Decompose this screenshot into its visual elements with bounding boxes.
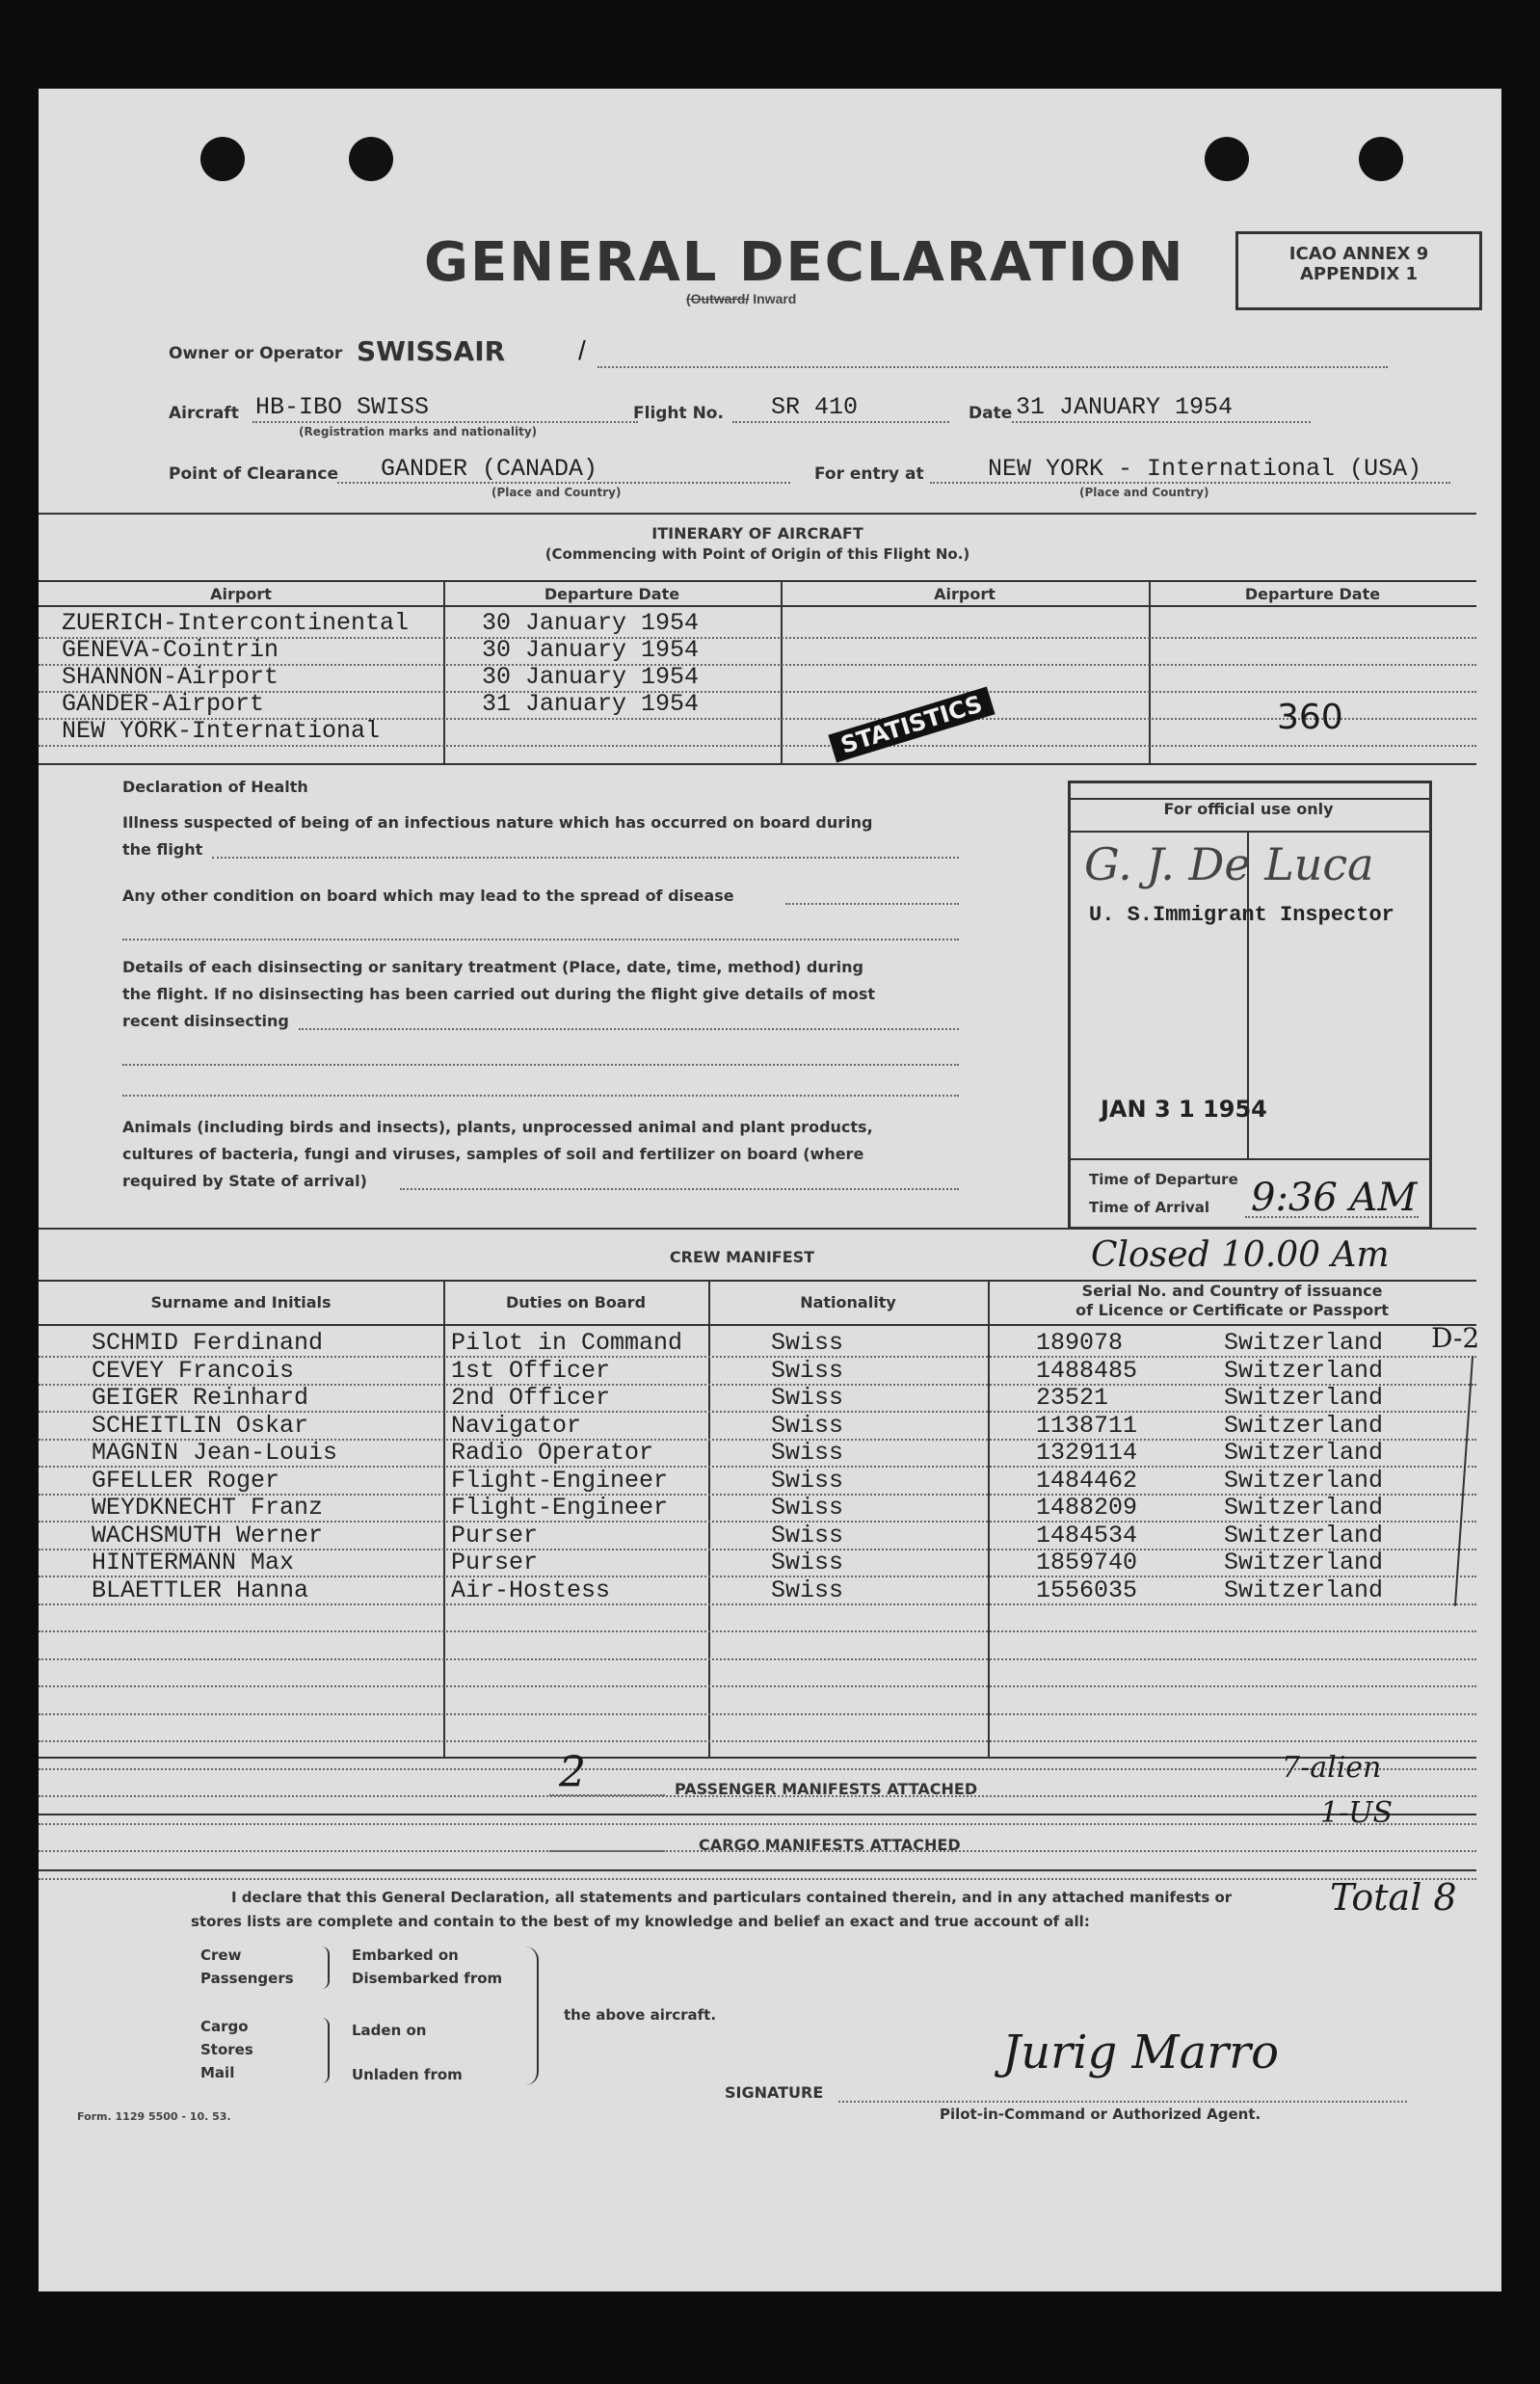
flight-label: Flight No. <box>633 404 724 423</box>
itinerary-header: Airport <box>210 585 272 603</box>
crew-serial: 189078 <box>1036 1329 1124 1357</box>
crew-row-line <box>39 1740 1476 1742</box>
crew-header: of Licence or Certificate or Passport <box>1075 1301 1389 1319</box>
decl-mail: Mail <box>200 2064 235 2081</box>
owner-slash: / <box>578 335 586 365</box>
pilot-label: Pilot-in-Command or Authorized Agent. <box>940 2106 1261 2123</box>
owner-value: SWISSAIR <box>357 335 506 367</box>
icao-appendix: APPENDIX 1 <box>1300 264 1418 284</box>
crew-nationality: Swiss <box>771 1329 844 1357</box>
itinerary-bottom <box>39 763 1476 765</box>
crew-header: Serial No. and Country of issuance <box>1081 1282 1383 1300</box>
crew-nationality: Swiss <box>771 1576 844 1604</box>
health-q4c: required by State of arrival) <box>122 1172 367 1190</box>
crew-header: Duties on Board <box>505 1293 647 1311</box>
statistics-stamp: STATISTICS <box>828 687 995 763</box>
decl-embarked: Embarked on <box>352 1947 459 1964</box>
crew-row-line <box>39 1713 1476 1715</box>
crew-duty: Radio Operator <box>451 1439 654 1467</box>
struck-outward: (Outward/ <box>686 291 750 306</box>
itinerary-row-line <box>39 745 1476 747</box>
aircraft-note: (Registration marks and nationality) <box>299 425 538 438</box>
crew-nationality: Swiss <box>771 1411 844 1440</box>
passenger-line <box>549 1794 665 1796</box>
note-total: Total 8 <box>1330 1876 1457 1919</box>
crew-nationality: Swiss <box>771 1494 844 1522</box>
crew-nationality: Swiss <box>771 1521 844 1550</box>
crew-serial: 23521 <box>1036 1384 1109 1412</box>
crew-duty: 2nd Officer <box>451 1384 611 1412</box>
crew-duty: Purser <box>451 1521 539 1550</box>
decl-crew: Crew <box>200 1947 242 1964</box>
official-bottom-line <box>1068 1158 1429 1160</box>
margin-bracket <box>1454 1356 1474 1606</box>
itinerary-header: Airport <box>934 585 996 603</box>
itinerary-date: 30 January 1954 <box>482 663 700 691</box>
crew-country: Switzerland <box>1224 1521 1384 1550</box>
subtitle <box>686 291 796 306</box>
crew-country: Switzerland <box>1224 1356 1384 1385</box>
pilot-signature: Jurig Marro <box>1002 2026 1279 2079</box>
crew-serial: 1484462 <box>1036 1466 1138 1495</box>
decl-above-aircraft: the above aircraft. <box>564 2006 717 2024</box>
crew-serial: 1488209 <box>1036 1494 1138 1522</box>
punch-hole <box>200 137 245 181</box>
crew-row-line <box>39 1878 1476 1880</box>
itinerary-head-line <box>39 605 1476 607</box>
crew-row-line <box>39 1768 1476 1770</box>
punch-hole <box>1359 137 1403 181</box>
health-title: Declaration of Health <box>122 778 308 796</box>
crew-serial: 1859740 <box>1036 1549 1138 1576</box>
form-number: Form. 1129 5500 - 10. 53. <box>77 2110 231 2123</box>
crew-serial: 1138711 <box>1036 1411 1138 1440</box>
crew-duty: Navigator <box>451 1411 582 1440</box>
itinerary-airport: NEW YORK-International <box>62 717 381 745</box>
crew-name: SCHMID Ferdinand <box>92 1329 324 1357</box>
passenger-manifest-count: 2 <box>559 1748 586 1797</box>
cargo-line <box>549 1850 665 1852</box>
health-q3c: recent disinsecting <box>122 1012 289 1030</box>
crew-serial: 1556035 <box>1036 1576 1138 1604</box>
date-value: 31 JANUARY 1954 <box>1016 393 1234 421</box>
handwritten-360: 360 <box>1277 698 1343 737</box>
punch-hole <box>1205 137 1249 181</box>
closed-note: Closed 10.00 Am <box>1091 1235 1390 1275</box>
itinerary-airport: SHANNON-Airport <box>62 663 279 691</box>
crew-name: HINTERMANN Max <box>92 1549 295 1576</box>
itinerary-header: Departure Date <box>1244 585 1381 603</box>
health-line <box>785 903 959 905</box>
itinerary-subtitle: (Commencing with Point of Origin of this Flight No.) <box>544 545 970 563</box>
signature-label: SIGNATURE <box>725 2083 824 2102</box>
aircraft-value: HB-IBO SWISS <box>255 393 430 421</box>
icao-annex: ICAO ANNEX 9 <box>1288 244 1429 264</box>
arrival-time: 9:36 AM <box>1251 1176 1418 1220</box>
departure-label: Time of Departure <box>1089 1171 1238 1188</box>
crew-title: CREW MANIFEST <box>669 1248 815 1266</box>
note-us: 1-US <box>1320 1796 1394 1830</box>
clearance-value: GANDER (CANADA) <box>381 455 598 483</box>
crew-name: GEIGER Reinhard <box>92 1384 309 1412</box>
itinerary-header: Departure Date <box>544 585 680 603</box>
divider <box>39 1814 1476 1815</box>
inspector-signature: G. J. De Luca <box>1084 838 1374 890</box>
crew-country: Switzerland <box>1224 1549 1384 1576</box>
crew-name: GFELLER Roger <box>92 1466 280 1495</box>
crew-head-line <box>39 1324 1476 1326</box>
note-alien: 7-alien <box>1282 1751 1382 1785</box>
health-line <box>299 1028 959 1030</box>
crew-country: Switzerland <box>1224 1329 1384 1357</box>
health-q1a: Illness suspected of being of an infectious nature which has occurred on board during <box>122 813 873 832</box>
entry-label: For entry at <box>814 464 924 484</box>
flight-value: SR 410 <box>771 393 859 421</box>
crew-country: Switzerland <box>1224 1466 1384 1495</box>
cargo-label: CARGO MANIFESTS ATTACHED <box>699 1836 961 1854</box>
crew-duty: Flight-Engineer <box>451 1466 669 1495</box>
declaration-text1: I declare that this General Declaration, all statements and particulars contained therein, and in any attached manifests or <box>231 1889 1233 1906</box>
health-line <box>400 1188 959 1190</box>
owner-label: Owner or Operator <box>169 344 343 363</box>
crew-nationality: Swiss <box>771 1466 844 1495</box>
divider <box>39 1228 1476 1230</box>
date-label: Date <box>969 404 1013 423</box>
decl-disembarked: Disembarked from <box>352 1970 503 1987</box>
divider <box>39 1869 1476 1871</box>
owner-line <box>597 366 1388 368</box>
decl-passengers: Passengers <box>200 1970 294 1987</box>
itinerary-airport: GANDER-Airport <box>62 690 265 718</box>
health-q3a: Details of each disinsecting or sanitary treatment (Place, date, time, method) during <box>122 958 863 976</box>
declaration-text2: stores lists are complete and contain to the best of my knowledge and belief an exact and true account of all: <box>191 1913 1090 1930</box>
clearance-note: (Place and Country) <box>491 486 622 499</box>
crew-duty: Flight-Engineer <box>451 1494 669 1522</box>
crew-row-line <box>39 1630 1476 1632</box>
health-q1b: the flight <box>122 840 203 859</box>
entry-line <box>930 482 1450 484</box>
crew-name: WEYDKNECHT Franz <box>92 1494 324 1522</box>
brace <box>318 1947 330 1989</box>
crew-name: CEVEY Francois <box>92 1356 295 1385</box>
crew-header: Surname and Initials <box>150 1293 332 1311</box>
crew-row-line <box>39 1658 1476 1660</box>
health-line <box>212 857 959 859</box>
crew-country: Switzerland <box>1224 1411 1384 1440</box>
itinerary-col <box>1149 580 1151 763</box>
date-line <box>1012 421 1311 423</box>
crew-country: Switzerland <box>1224 1439 1384 1467</box>
itinerary-date: 30 January 1954 <box>482 636 700 664</box>
divider <box>39 513 1476 515</box>
crew-duty: Air-Hostess <box>451 1576 611 1604</box>
aircraft-label: Aircraft <box>169 404 239 423</box>
crew-country: Switzerland <box>1224 1494 1384 1522</box>
itinerary-title: ITINERARY OF AIRCRAFT <box>651 524 863 543</box>
health-q4a: Animals (including birds and insects), plants, unprocessed animal and plant products, <box>122 1118 873 1136</box>
itinerary-airport: ZUERICH-Intercontinental <box>62 609 410 637</box>
crew-serial: 1484534 <box>1036 1521 1138 1550</box>
itinerary-col <box>443 580 445 763</box>
crew-serial: 1488485 <box>1036 1356 1138 1385</box>
crew-row-line <box>39 1823 1476 1825</box>
official-title: For official use only <box>1163 800 1334 818</box>
crew-country: Switzerland <box>1224 1384 1384 1412</box>
flight-line <box>732 421 949 423</box>
crew-duty: Pilot in Command <box>451 1329 683 1357</box>
date-stamp: JAN 3 1 1954 <box>1101 1096 1267 1123</box>
itinerary-date: 30 January 1954 <box>482 609 700 637</box>
crew-name: BLAETTLER Hanna <box>92 1576 309 1604</box>
crew-name: WACHSMUTH Werner <box>92 1521 324 1550</box>
entry-value: NEW YORK - International (USA) <box>988 455 1422 483</box>
margin-note: D-2 <box>1431 1322 1480 1354</box>
icao-box <box>1235 231 1482 310</box>
crew-bottom <box>39 1757 1476 1759</box>
clearance-label: Point of Clearance <box>169 464 338 484</box>
brace <box>525 1947 539 2085</box>
aircraft-line <box>252 421 638 423</box>
itinerary-col <box>781 580 783 763</box>
crew-row-line <box>39 1685 1476 1687</box>
crew-serial: 1329114 <box>1036 1439 1138 1467</box>
itinerary-date: 31 January 1954 <box>482 690 700 718</box>
health-line <box>122 939 959 940</box>
entry-note: (Place and Country) <box>1079 486 1209 499</box>
crew-nationality: Swiss <box>771 1384 844 1412</box>
punch-hole <box>349 137 393 181</box>
itinerary-top <box>39 580 1476 582</box>
health-line <box>122 1095 959 1097</box>
crew-country: Switzerland <box>1224 1576 1384 1604</box>
health-q2: Any other condition on board which may lead to the spread of disease <box>122 887 734 905</box>
inward-label: Inward <box>753 291 797 306</box>
health-line <box>122 1064 959 1066</box>
inspector-title: U. S.Immigrant Inspector <box>1089 903 1394 927</box>
health-q3b: the flight. If no disinsecting has been carried out during the flight give details of most <box>122 985 876 1003</box>
crew-nationality: Swiss <box>771 1439 844 1467</box>
clearance-line <box>337 482 790 484</box>
crew-header: Nationality <box>800 1293 896 1311</box>
decl-stores: Stores <box>200 2041 253 2058</box>
itinerary-airport: GENEVA-Cointrin <box>62 636 279 664</box>
brace <box>318 2018 330 2083</box>
document-sheet <box>39 89 1501 2291</box>
decl-laden: Laden on <box>352 2022 427 2039</box>
decl-unladen: Unladen from <box>352 2066 463 2083</box>
crew-name: MAGNIN Jean-Louis <box>92 1439 338 1467</box>
health-q4b: cultures of bacteria, fungi and viruses, samples of soil and fertilizer on board (where <box>122 1145 864 1163</box>
arrival-label: Time of Arrival <box>1089 1199 1210 1216</box>
signature-line <box>838 2101 1407 2103</box>
crew-duty: Purser <box>451 1549 539 1576</box>
crew-nationality: Swiss <box>771 1356 844 1385</box>
passenger-label: PASSENGER MANIFESTS ATTACHED <box>675 1780 978 1798</box>
decl-cargo: Cargo <box>200 2018 249 2035</box>
document-title: GENERAL DECLARATION <box>424 231 1185 294</box>
crew-duty: 1st Officer <box>451 1356 611 1385</box>
crew-name: SCHEITLIN Oskar <box>92 1411 309 1440</box>
crew-nationality: Swiss <box>771 1549 844 1576</box>
